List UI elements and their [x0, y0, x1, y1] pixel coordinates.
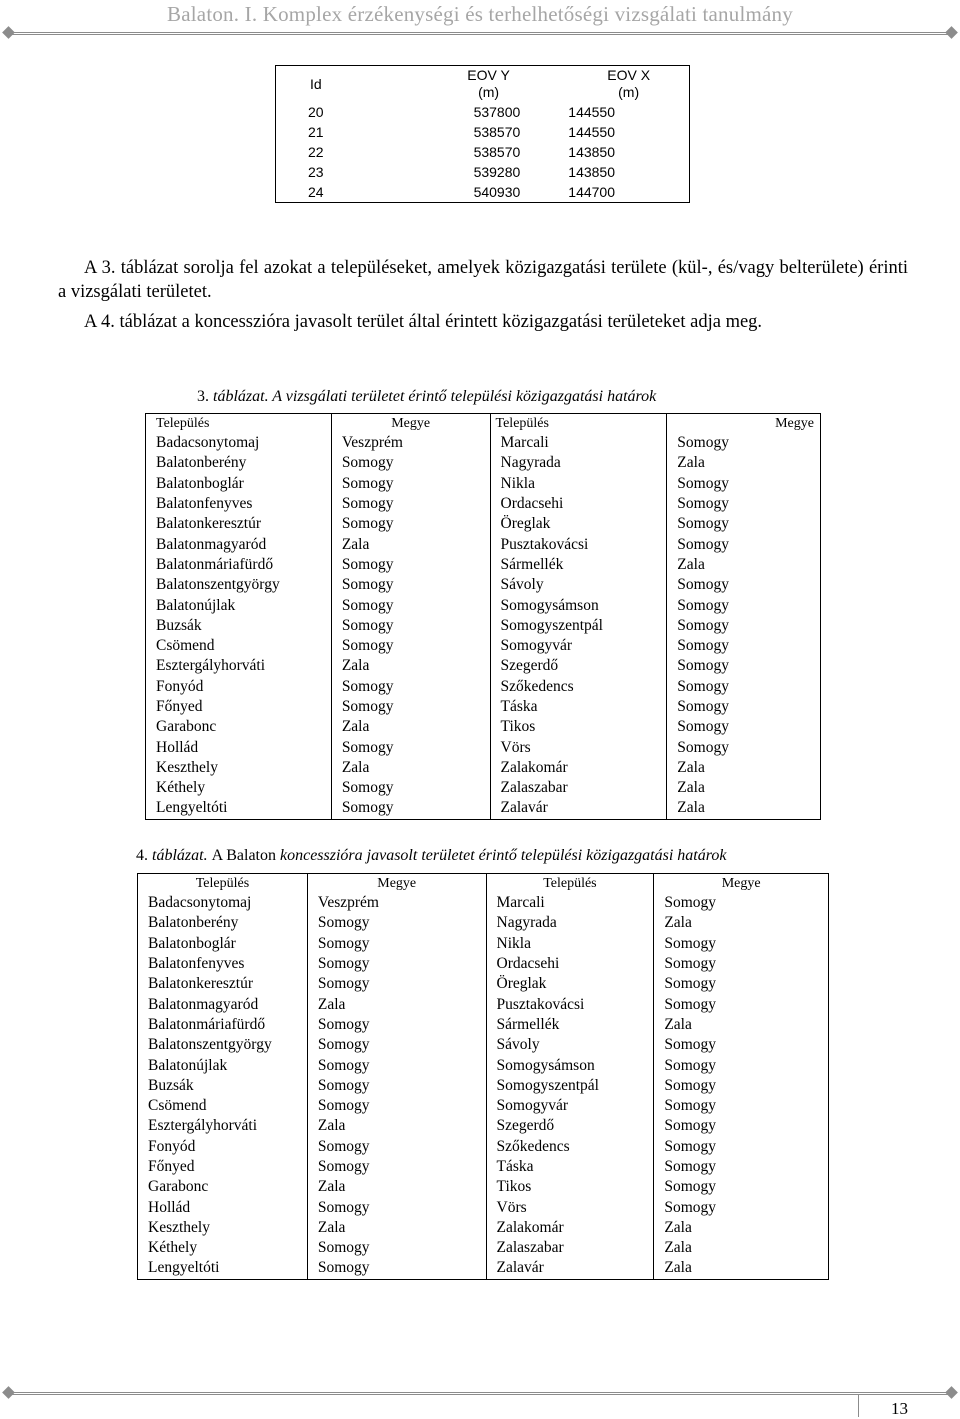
- table3-county-cell: Zala: [331, 534, 490, 554]
- coord-id-cell: 21: [308, 124, 324, 140]
- coord-y-cell: 537800: [473, 104, 521, 120]
- table3-row: [146, 677, 821, 697]
- table4-row: [138, 1055, 829, 1075]
- table4-row: [138, 1035, 829, 1055]
- table4-settlement-cell: Sávoly: [486, 1035, 654, 1055]
- table4-county-cell: Somogy: [654, 974, 829, 994]
- table4-county-cell: Somogy: [654, 893, 829, 913]
- table3-row: [146, 636, 821, 656]
- coord-x-cell: 144700: [568, 184, 615, 200]
- table4-caption-number: 4.: [136, 847, 148, 864]
- table4-county-cell: Somogy: [307, 1258, 486, 1279]
- table4-county-cell: Somogy: [654, 954, 829, 974]
- table4-settlement-cell: Zalaszabar: [486, 1238, 654, 1258]
- table4-header-cell: Megye: [654, 874, 829, 894]
- table3-settlement-cell: Esztergályhorváti: [156, 657, 266, 675]
- table3-caption-number: 3.: [197, 388, 209, 405]
- table4-settlement-cell: Lengyeltóti: [148, 1259, 220, 1277]
- table4-county-cell: Somogy: [307, 913, 486, 933]
- table4-row: [138, 1116, 829, 1136]
- table4-county-cell: Somogy: [654, 934, 829, 954]
- table4-county-cell: Zala: [654, 1258, 829, 1279]
- table3-county-cell: Somogy: [331, 616, 490, 636]
- header-rule: [8, 32, 952, 35]
- table3-settlement-cell: Sármellék: [490, 555, 667, 575]
- table4-settlement-cell: Csömend: [148, 1097, 207, 1115]
- table3-county-cell: Somogy: [331, 595, 490, 615]
- table3-row: [146, 575, 821, 595]
- table4-county-cell: Somogy: [307, 974, 486, 994]
- table3-settlement-cell: Balatonszentgyörgy: [156, 576, 280, 594]
- table3-settlement-cell: Öreglak: [490, 514, 667, 534]
- table4-settlement-cell: Somogyszentpál: [486, 1076, 654, 1096]
- table4-county-cell: Somogy: [307, 1096, 486, 1116]
- table4-settlement-cell: Táska: [486, 1157, 654, 1177]
- coord-x-cell: 143850: [568, 144, 615, 160]
- table4-county-cell: Somogy: [307, 1157, 486, 1177]
- table4-header-row: [138, 874, 829, 894]
- table3-county-cell: Zala: [331, 717, 490, 737]
- table3-caption: [197, 387, 656, 407]
- table3-settlement-cell: Kéthely: [156, 779, 206, 797]
- table4-row: [138, 954, 829, 974]
- table3-settlement-cell: Tikos: [490, 717, 667, 737]
- coordinate-table-row: [276, 122, 690, 142]
- table4-row: [138, 913, 829, 933]
- table3-county-cell: Zala: [667, 453, 821, 473]
- table4-county-cell: Somogy: [307, 1137, 486, 1157]
- table4-settlement-cell: Szegerdő: [486, 1116, 654, 1136]
- table4-settlement-cell: Balatonmagyaród: [148, 995, 259, 1013]
- table4-row: [138, 1096, 829, 1116]
- table3-row: [146, 778, 821, 798]
- coordinate-table-header: [276, 66, 690, 103]
- table3-county-cell: Somogy: [667, 595, 821, 615]
- table4-county-cell: Somogy: [307, 934, 486, 954]
- table3-settlement-cell: Nikla: [490, 474, 667, 494]
- coordinate-table: [275, 65, 690, 203]
- table4-row: [138, 893, 829, 913]
- table3-settlement-cell: Balatonfenyves: [156, 495, 253, 513]
- table3-county-cell: Somogy: [331, 737, 490, 757]
- table3-settlement-cell: Nagyrada: [490, 453, 667, 473]
- table3-settlement-cell: Pusztakovácsi: [490, 534, 667, 554]
- paragraph-table3-intro: A 3. táblázat sorolja fel azokat a településeket, amelyek közigazgatási területe (kül-, és/vagy belterülete) érinti a vizsgálati területet.: [58, 258, 908, 302]
- table4-county-cell: Somogy: [654, 1137, 829, 1157]
- table4-county-cell: Zala: [307, 994, 486, 1014]
- table4-settlement-cell: Nikla: [486, 934, 654, 954]
- table3-settlement-cell: Ordacsehi: [490, 494, 667, 514]
- table3-settlement-cell: Balatonberény: [156, 454, 247, 472]
- table3-county-cell: Somogy: [667, 514, 821, 534]
- table4-county-cell: Zala: [654, 913, 829, 933]
- paragraph-table4-intro: A 4. táblázat a koncesszióra javasolt terület által érintett közigazgatási területeket adja meg.: [84, 312, 763, 332]
- table3-settlement-cell: Buzsák: [156, 616, 202, 634]
- table4-county-cell: Somogy: [654, 1055, 829, 1075]
- table3-settlement-cell: Zalakomár: [490, 758, 667, 778]
- table3-settlement-cell: Somogyvár: [490, 636, 667, 656]
- table4-settlement-cell: Nagyrada: [486, 913, 654, 933]
- coord-y-cell: 539280: [473, 164, 521, 180]
- table3-settlement-cell: Zalavár: [490, 798, 667, 819]
- table4-county-cell: Somogy: [654, 1157, 829, 1177]
- table3-county-cell: Somogy: [331, 677, 490, 697]
- table4-settlement-cell: Marcali: [486, 893, 654, 913]
- table3-row: [146, 616, 821, 636]
- table4-body: [138, 893, 829, 1279]
- table3-settlement-cell: Keszthely: [156, 758, 218, 776]
- coord-x-cell: 144550: [568, 124, 615, 140]
- table4-county-cell: Somogy: [307, 1197, 486, 1217]
- table4-county-cell: Zala: [307, 1116, 486, 1136]
- table4-header-cell: Megye: [307, 874, 486, 894]
- table3-settlement-cell: Főnyed: [156, 698, 203, 715]
- table3-settlement-cell: Balatonkeresztúr: [156, 515, 262, 533]
- table3-county-cell: Zala: [331, 656, 490, 676]
- table3-row: [146, 697, 821, 717]
- table3-settlement-cell: Fonyód: [156, 677, 204, 695]
- table4-caption-text: koncesszióra javasolt területet érintő települési közigazgatási határok: [280, 847, 727, 864]
- table3-county-cell: Somogy: [667, 494, 821, 514]
- table3-county-cell: Zala: [667, 798, 821, 819]
- coord-y-cell: 538570: [473, 144, 521, 160]
- table3-county-cell: Somogy: [667, 717, 821, 737]
- table4-county-cell: Zala: [307, 1177, 486, 1197]
- coord-id-cell: 20: [308, 104, 324, 120]
- coordinate-table-row: [276, 142, 690, 162]
- table3-settlement-cell: Csömend: [156, 637, 215, 655]
- table4-county-cell: Zala: [307, 1218, 486, 1238]
- table4-row: [138, 1137, 829, 1157]
- table3-caption-text: A vizsgálati területet érintő települési közigazgatási határok: [272, 388, 657, 405]
- table4-settlement-cell: Pusztakovácsi: [486, 994, 654, 1014]
- table4-settlement-cell: Kéthely: [148, 1239, 198, 1257]
- table3-county-cell: Zala: [667, 778, 821, 798]
- table3-row: [146, 474, 821, 494]
- table4-settlement-cell: Fonyód: [148, 1137, 196, 1155]
- table3-county-cell: Somogy: [667, 616, 821, 636]
- table3-county-cell: Somogy: [667, 534, 821, 554]
- coord-y-cell: 538570: [473, 124, 521, 140]
- table4-settlement-cell: Somogyvár: [486, 1096, 654, 1116]
- table4-county-cell: Somogy: [307, 1076, 486, 1096]
- table4-county-cell: Somogy: [307, 1015, 486, 1035]
- table4-county-cell: Zala: [654, 1238, 829, 1258]
- table3-row: [146, 453, 821, 473]
- table4-header-cell: Település: [486, 874, 654, 894]
- table3-settlement-cell: Vörs: [490, 737, 667, 757]
- footer-rule: [8, 1392, 952, 1395]
- table3-county-cell: Veszprém: [331, 433, 490, 453]
- table4-county-cell: Veszprém: [307, 893, 486, 913]
- table3-county-cell: Somogy: [667, 474, 821, 494]
- table3-county-cell: Zala: [667, 758, 821, 778]
- footer-divider: [858, 1395, 859, 1417]
- table4-county-cell: Zala: [654, 1015, 829, 1035]
- table3-county-cell: Somogy: [331, 636, 490, 656]
- table3-county-cell: Somogy: [331, 474, 490, 494]
- table4-row: [138, 994, 829, 1014]
- coord-x-cell: 143850: [568, 164, 615, 180]
- table3-settlement-cell: Zalaszabar: [490, 778, 667, 798]
- table3-settlement-cell: Hollád: [156, 738, 199, 756]
- table3-header-row: [146, 414, 821, 434]
- page-number: 13: [891, 1399, 908, 1418]
- table3-row: [146, 514, 821, 534]
- table4-settlement-cell: Balatonújlak: [148, 1056, 228, 1074]
- table3-settlement-cell: Garabonc: [156, 718, 217, 736]
- table4-caption-label: táblázat.: [152, 847, 208, 864]
- table3-header-cell: Megye: [667, 414, 821, 434]
- table4-settlement-cell: Tikos: [486, 1177, 654, 1197]
- header-id: Id: [310, 75, 322, 92]
- table3-row: [146, 555, 821, 575]
- table4-caption: [136, 846, 726, 866]
- table3: [145, 413, 821, 820]
- table3-settlement-cell: Balatonújlak: [156, 596, 236, 614]
- table3-settlement-cell: Somogysámson: [490, 595, 667, 615]
- table3-caption-label: táblázat.: [213, 388, 269, 405]
- table3-settlement-cell: Somogyszentpál: [490, 616, 667, 636]
- table3-row: [146, 717, 821, 737]
- table4-county-cell: Somogy: [654, 1076, 829, 1096]
- table3-county-cell: Somogy: [667, 677, 821, 697]
- table4-settlement-cell: Badacsonytomaj: [148, 894, 252, 912]
- table4-settlement-cell: Vörs: [486, 1197, 654, 1217]
- diamond-ornament-icon: [945, 1386, 958, 1399]
- table4-caption-name: A Balaton: [211, 847, 276, 864]
- table3-county-cell: Somogy: [331, 575, 490, 595]
- table4-settlement-cell: Zalavár: [486, 1258, 654, 1279]
- table4-settlement-cell: Somogysámson: [486, 1055, 654, 1075]
- table3-row: [146, 737, 821, 757]
- header-eov-y-label: EOV Y: [467, 67, 510, 83]
- table3-settlement-cell: Sávoly: [490, 575, 667, 595]
- table3-county-cell: Somogy: [667, 697, 821, 717]
- table3-county-cell: Somogy: [667, 575, 821, 595]
- table4-settlement-cell: Balatonfenyves: [148, 955, 245, 973]
- table4-row: [138, 1157, 829, 1177]
- coordinate-table-body: [276, 102, 690, 203]
- coordinate-table-row: [276, 182, 690, 203]
- diamond-ornament-icon: [2, 1386, 15, 1399]
- table4-county-cell: Somogy: [654, 1116, 829, 1136]
- table4-county-cell: Somogy: [654, 1096, 829, 1116]
- table3-header-cell: Település: [156, 416, 210, 431]
- table3-row: [146, 656, 821, 676]
- table4-row: [138, 1177, 829, 1197]
- coord-id-cell: 23: [308, 164, 324, 180]
- table4-settlement-cell: Balatonszentgyörgy: [148, 1036, 272, 1054]
- table4-settlement-cell: Szőkedencs: [486, 1137, 654, 1157]
- coord-x-cell: 144550: [568, 104, 615, 120]
- table4-settlement-cell: Balatonboglár: [148, 934, 236, 952]
- table3-settlement-cell: Badacsonytomaj: [156, 434, 260, 452]
- table4-row: [138, 1076, 829, 1096]
- table3-settlement-cell: Balatonboglár: [156, 474, 244, 492]
- table3-county-cell: Somogy: [331, 697, 490, 717]
- table3-county-cell: Somogy: [331, 798, 490, 819]
- table3-county-cell: Somogy: [331, 778, 490, 798]
- table3-county-cell: Somogy: [667, 636, 821, 656]
- table3-header-cell: Település: [490, 414, 667, 434]
- table3-county-cell: Zala: [331, 758, 490, 778]
- header-title: Balaton. I. Komplex érzékenységi és terhelhetőségi vizsgálati tanulmány: [167, 2, 793, 26]
- table4-settlement-cell: Esztergályhorváti: [148, 1117, 258, 1135]
- table3-county-cell: Somogy: [331, 514, 490, 534]
- table4-settlement-cell: Ordacsehi: [486, 954, 654, 974]
- table4-header-cell: Település: [195, 876, 250, 891]
- coord-id-cell: 24: [308, 184, 324, 200]
- coord-y-cell: 540930: [473, 184, 521, 200]
- table4-county-cell: Somogy: [307, 1238, 486, 1258]
- table4-row: [138, 934, 829, 954]
- table3-header-cell: Megye: [331, 414, 490, 434]
- table3-settlement-cell: Balatonmagyaród: [156, 535, 267, 553]
- table3-county-cell: Somogy: [331, 494, 490, 514]
- table3-row: [146, 798, 821, 819]
- coordinate-table-row: [276, 102, 690, 122]
- table4-row: [138, 1015, 829, 1035]
- table3-settlement-cell: Lengyeltóti: [156, 799, 228, 817]
- table4-county-cell: Somogy: [307, 1035, 486, 1055]
- coord-id-cell: 22: [308, 144, 324, 160]
- table4-county-cell: Somogy: [307, 1055, 486, 1075]
- table3-settlement-cell: Szegerdő: [490, 656, 667, 676]
- table4-row: [138, 1238, 829, 1258]
- header-eov-x-unit: (m): [618, 84, 640, 100]
- table4-county-cell: Somogy: [654, 1177, 829, 1197]
- table3-row: [146, 758, 821, 778]
- coordinate-table-row: [276, 162, 690, 182]
- table3-settlement-cell: Marcali: [490, 433, 667, 453]
- table3-county-cell: Zala: [667, 555, 821, 575]
- header-eov-y: [409, 66, 568, 103]
- table4-county-cell: Zala: [654, 1218, 829, 1238]
- table3-county-cell: Somogy: [667, 433, 821, 453]
- table4-settlement-cell: Buzsák: [148, 1076, 194, 1094]
- table4-settlement-cell: Garabonc: [148, 1178, 209, 1196]
- header-eov-y-unit: (m): [478, 84, 500, 100]
- table3-county-cell: Somogy: [667, 737, 821, 757]
- table4-county-cell: Somogy: [654, 1035, 829, 1055]
- table3-county-cell: Somogy: [331, 453, 490, 473]
- table4-row: [138, 1258, 829, 1279]
- table3-row: [146, 534, 821, 554]
- table4-settlement-cell: Zalakomár: [486, 1218, 654, 1238]
- table4-county-cell: Somogy: [307, 954, 486, 974]
- header-eov-x-label: EOV X: [607, 67, 651, 83]
- table3-settlement-cell: Szőkedencs: [490, 677, 667, 697]
- table4-county-cell: Somogy: [654, 994, 829, 1014]
- table4-settlement-cell: Öreglak: [486, 974, 654, 994]
- table3-row: [146, 433, 821, 453]
- table3-body: [146, 433, 821, 819]
- table4-settlement-cell: Keszthely: [148, 1218, 210, 1236]
- table3-row: [146, 494, 821, 514]
- table3-settlement-cell: Balatonmáriafürdő: [156, 555, 274, 573]
- table3-county-cell: Somogy: [331, 555, 490, 575]
- table4: [137, 873, 829, 1280]
- table4-settlement-cell: Főnyed: [148, 1158, 195, 1175]
- table4-settlement-cell: Sármellék: [486, 1015, 654, 1035]
- table4-row: [138, 1218, 829, 1238]
- header-eov-x: [568, 66, 689, 103]
- table4-settlement-cell: Hollád: [148, 1198, 191, 1216]
- table4-settlement-cell: Balatonkeresztúr: [148, 975, 254, 993]
- table3-settlement-cell: Táska: [490, 697, 667, 717]
- table4-county-cell: Somogy: [654, 1197, 829, 1217]
- table4-settlement-cell: Balatonberény: [148, 914, 239, 932]
- table4-row: [138, 974, 829, 994]
- table4-settlement-cell: Balatonmáriafürdő: [148, 1015, 266, 1033]
- table3-county-cell: Somogy: [667, 656, 821, 676]
- table4-row: [138, 1197, 829, 1217]
- table3-row: [146, 595, 821, 615]
